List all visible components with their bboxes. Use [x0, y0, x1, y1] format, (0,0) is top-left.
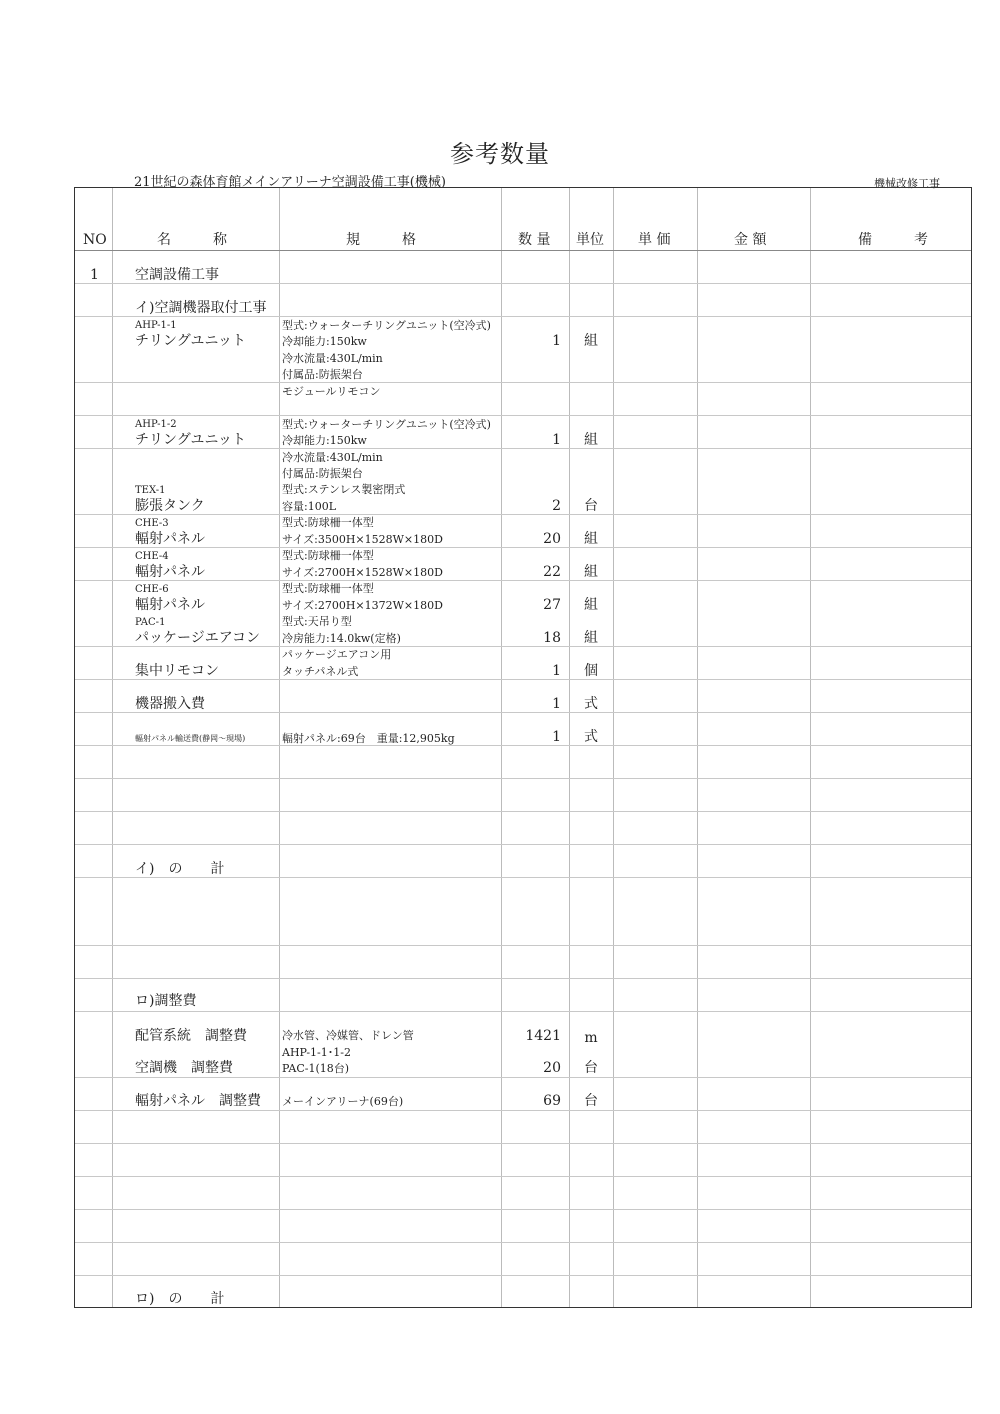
- row-divider: [75, 382, 971, 383]
- item-unit: 式: [584, 729, 598, 745]
- item-unit: m: [584, 1030, 598, 1046]
- row-divider: [75, 1176, 971, 1177]
- item-spec: 型式:ステンレス製密閉式: [282, 483, 406, 496]
- item-spec: PAC-1(18台): [282, 1062, 350, 1075]
- item-unit: 組: [584, 432, 598, 448]
- item-unit: 組: [584, 597, 598, 613]
- item-name: 集中リモコン: [135, 663, 219, 679]
- item-name: パッケージエアコン: [135, 630, 261, 646]
- item-qty: 1: [552, 696, 561, 712]
- header-unit-price: 単 価: [638, 232, 671, 248]
- col-divider: [697, 188, 698, 1307]
- subtotal-label: イ) の 計: [135, 861, 225, 877]
- item-qty: 2: [552, 498, 561, 514]
- item-qty: 69: [543, 1093, 561, 1109]
- header-amount: 金 額: [734, 232, 767, 248]
- item-qty: 1421: [525, 1028, 561, 1044]
- section-title: イ)空調機器取付工事: [135, 300, 267, 316]
- item-qty: 1: [552, 729, 561, 745]
- item-code: CHE-6: [135, 584, 169, 595]
- row-divider: [75, 1275, 971, 1276]
- item-code: PAC-1: [135, 617, 166, 628]
- item-qty: 20: [543, 1060, 561, 1076]
- item-spec: 型式:防球柵一体型: [282, 516, 374, 529]
- item-unit: 組: [584, 333, 598, 349]
- item-unit: 個: [584, 663, 598, 679]
- row-divider: [75, 646, 971, 647]
- row-divider: [75, 514, 971, 515]
- row-divider: [75, 811, 971, 812]
- item-spec: サイズ:2700H×1528W×180D: [282, 566, 443, 579]
- row-divider: [75, 745, 971, 746]
- row-divider: [75, 877, 971, 878]
- section-title: ロ)調整費: [135, 993, 197, 1009]
- item-code: TEX-1: [135, 485, 166, 496]
- item-spec: 冷水管、冷媒管、ドレン管: [282, 1029, 414, 1042]
- item-name: 膨張タンク: [135, 498, 205, 514]
- item-unit: 台: [584, 1060, 598, 1076]
- item-spec: 付属品:防振架台: [282, 467, 363, 480]
- col-divider: [279, 188, 280, 1307]
- item-name: 機器搬入費: [135, 696, 205, 712]
- project-name: 21世紀の森体育館メインアリーナ空調設備工事(機械): [134, 175, 446, 190]
- item-spec: パッケージエアコン用: [282, 648, 392, 661]
- item-spec: タッチパネル式: [282, 665, 359, 678]
- row-divider: [75, 316, 971, 317]
- item-spec: モジュールリモコン: [282, 385, 381, 398]
- row-divider: [75, 448, 971, 449]
- item-spec: 型式:防球柵一体型: [282, 549, 374, 562]
- item-qty: 1: [552, 663, 561, 679]
- item-code: AHP-1-2: [135, 419, 177, 430]
- item-qty: 1: [552, 432, 561, 448]
- col-divider: [501, 188, 502, 1307]
- subtotal-label: ロ) の 計: [135, 1291, 225, 1307]
- row-divider: [75, 580, 971, 581]
- item-name: 輻射パネル: [135, 531, 205, 547]
- col-divider: [112, 188, 113, 1307]
- header-spec: 規 格: [346, 232, 416, 248]
- item-unit: 組: [584, 630, 598, 646]
- header-remarks: 備 考: [858, 232, 928, 248]
- item-unit: 組: [584, 531, 598, 547]
- item-qty: 18: [543, 630, 561, 646]
- item-unit: 組: [584, 564, 598, 580]
- col-divider: [613, 188, 614, 1307]
- item-spec: サイズ:2700H×1372W×180D: [282, 599, 443, 612]
- item-name: チリングユニット: [135, 333, 246, 349]
- header-unit: 単位: [576, 232, 604, 248]
- item-spec: 冷却能力:150kw: [282, 335, 367, 348]
- item-unit: 式: [584, 696, 598, 712]
- item-unit: 台: [584, 498, 598, 514]
- row-divider: [75, 283, 971, 284]
- page-title: 参考数量: [450, 140, 550, 168]
- row-divider: [75, 844, 971, 845]
- item-spec: 冷却能力:150kw: [282, 434, 367, 447]
- item-name: 空調機 調整費: [135, 1060, 233, 1076]
- quantity-table: [74, 187, 972, 1308]
- item-name: 輻射パネル 調整費: [135, 1093, 261, 1109]
- item-name: 輻射パネル輸送費(静岡～現場): [135, 734, 246, 743]
- item-name: 空調設備工事: [135, 267, 219, 283]
- item-spec: 型式:ウォーターチリングユニット(空冷式): [282, 319, 491, 332]
- item-qty: 27: [543, 597, 561, 613]
- item-spec: 冷水流量:430L/min: [282, 451, 383, 464]
- row-divider: [75, 547, 971, 548]
- item-qty: 22: [543, 564, 561, 580]
- item-name: 配管系統 調整費: [135, 1028, 247, 1044]
- department-label: 機械改修工事: [874, 177, 940, 190]
- header-no: NO: [83, 232, 107, 248]
- col-divider: [569, 188, 570, 1307]
- item-unit: 台: [584, 1093, 598, 1109]
- row-divider: [75, 415, 971, 416]
- item-qty: 20: [543, 531, 561, 547]
- item-spec: AHP-1-1･1-2: [282, 1046, 351, 1059]
- item-spec: 型式:天吊り型: [282, 615, 352, 628]
- row-divider: [75, 1011, 971, 1012]
- item-code: AHP-1-1: [135, 320, 177, 331]
- row-divider: [75, 1242, 971, 1243]
- item-spec: 型式:防球柵一体型: [282, 582, 374, 595]
- row-divider: [75, 1209, 971, 1210]
- row-divider: [75, 1077, 971, 1078]
- item-spec: 輻射パネル:69台 重量:12,905kg: [282, 732, 455, 745]
- row-divider: [75, 1110, 971, 1111]
- row-divider: [75, 250, 971, 251]
- row-divider: [75, 778, 971, 779]
- item-number: 1: [90, 267, 99, 283]
- item-code: CHE-4: [135, 551, 169, 562]
- item-spec: 型式:ウォーターチリングユニット(空冷式): [282, 418, 491, 431]
- item-code: CHE-3: [135, 518, 169, 529]
- header-name: 名 称: [157, 232, 227, 248]
- item-spec: サイズ:3500H×1528W×180D: [282, 533, 443, 546]
- row-divider: [75, 978, 971, 979]
- row-divider: [75, 679, 971, 680]
- row-divider: [75, 712, 971, 713]
- item-name: チリングユニット: [135, 432, 246, 448]
- item-qty: 1: [552, 333, 561, 349]
- item-name: 輻射パネル: [135, 564, 205, 580]
- col-divider: [810, 188, 811, 1307]
- header-qty: 数 量: [518, 232, 551, 248]
- item-spec: 冷水流量:430L/min: [282, 352, 383, 365]
- item-spec: メーインアリーナ(69台): [282, 1095, 404, 1108]
- item-spec: 付属品:防振架台: [282, 368, 363, 381]
- row-divider: [75, 945, 971, 946]
- item-spec: 冷房能力:14.0kw(定格): [282, 632, 401, 645]
- row-divider: [75, 1143, 971, 1144]
- item-name: 輻射パネル: [135, 597, 205, 613]
- item-spec: 容量:100L: [282, 500, 337, 513]
